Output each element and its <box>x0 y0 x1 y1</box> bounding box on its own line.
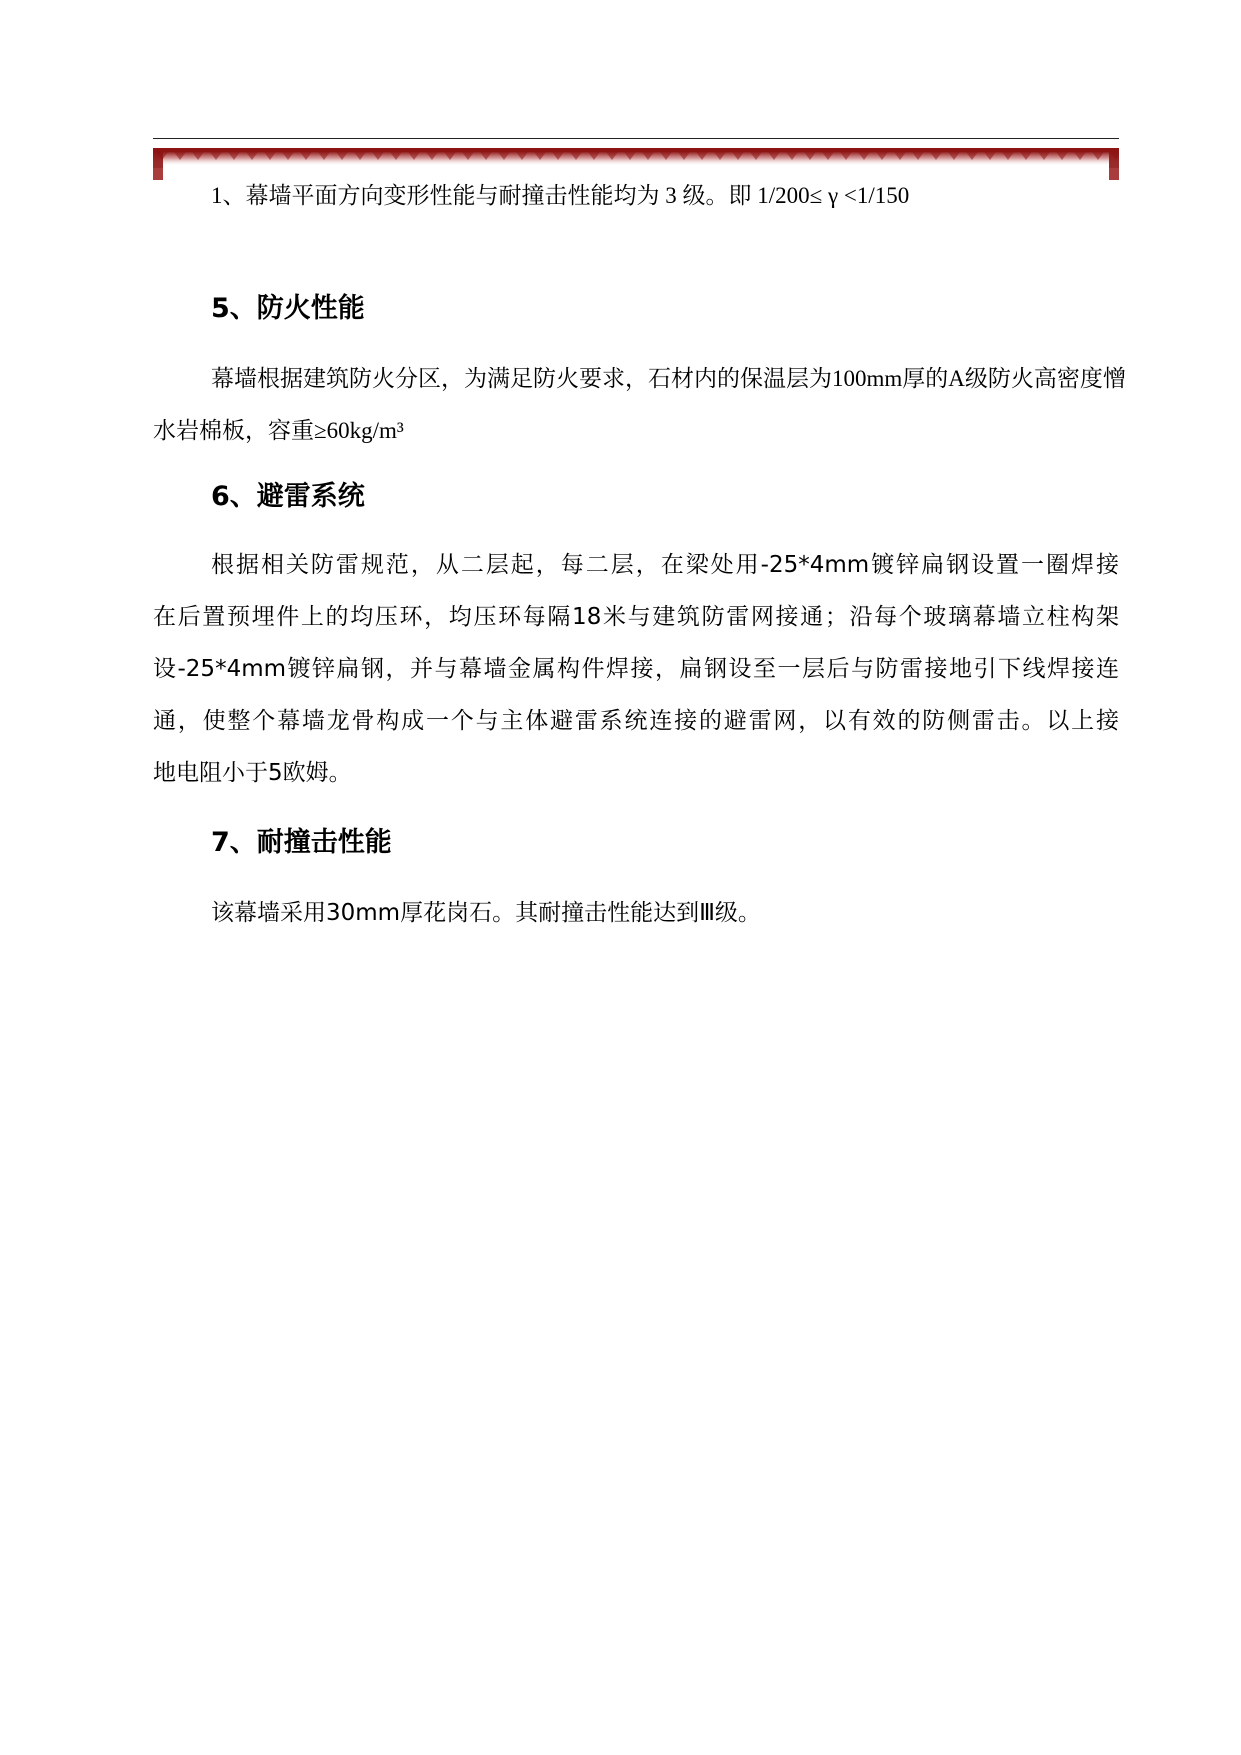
section-5-line-2: 水岩棉板，容重≥60kg/m³ <box>153 418 404 443</box>
header-decoration-band <box>153 148 1119 180</box>
item-1-text: 1、幕墙平面方向变形性能与耐撞击性能均为 3 级。即 1/200≤ γ <1/150 <box>211 183 910 208</box>
section-6-line-2: 在后置预埋件上的均压环，均压环每隔18米与建筑防雷网接通；沿每个玻璃幕墙立柱构架 <box>153 604 1119 630</box>
header-rule <box>153 138 1119 139</box>
section-6-heading: 6、避雷系统 <box>211 481 365 512</box>
section-6-line-3: 设-25*4mm镀锌扁钢，并与幕墙金属构件焊接，扁钢设至一层后与防雷接地引下线焊接连 <box>153 656 1119 682</box>
section-6-line-5: 地电阻小于5欧姆。 <box>153 760 352 786</box>
section-5-heading: 5、防火性能 <box>211 293 365 324</box>
section-6-line-4: 通，使整个幕墙龙骨构成一个与主体避雷系统连接的避雷网，以有效的防侧雷击。以上接 <box>153 708 1119 734</box>
section-7-line-1: 该幕墙采用30mm厚花岗石。其耐撞击性能达到Ⅲ级。 <box>211 900 761 926</box>
section-5-line-1: 幕墙根据建筑防火分区，为满足防火要求，石材内的保温层为100mm厚的A级防火高密度憎 <box>211 366 1126 391</box>
section-6-line-1: 根据相关防雷规范，从二层起，每二层，在梁处用-25*4mm镀锌扁钢设置一圈焊接 <box>211 552 1119 578</box>
section-7-heading: 7、耐撞击性能 <box>211 827 392 858</box>
